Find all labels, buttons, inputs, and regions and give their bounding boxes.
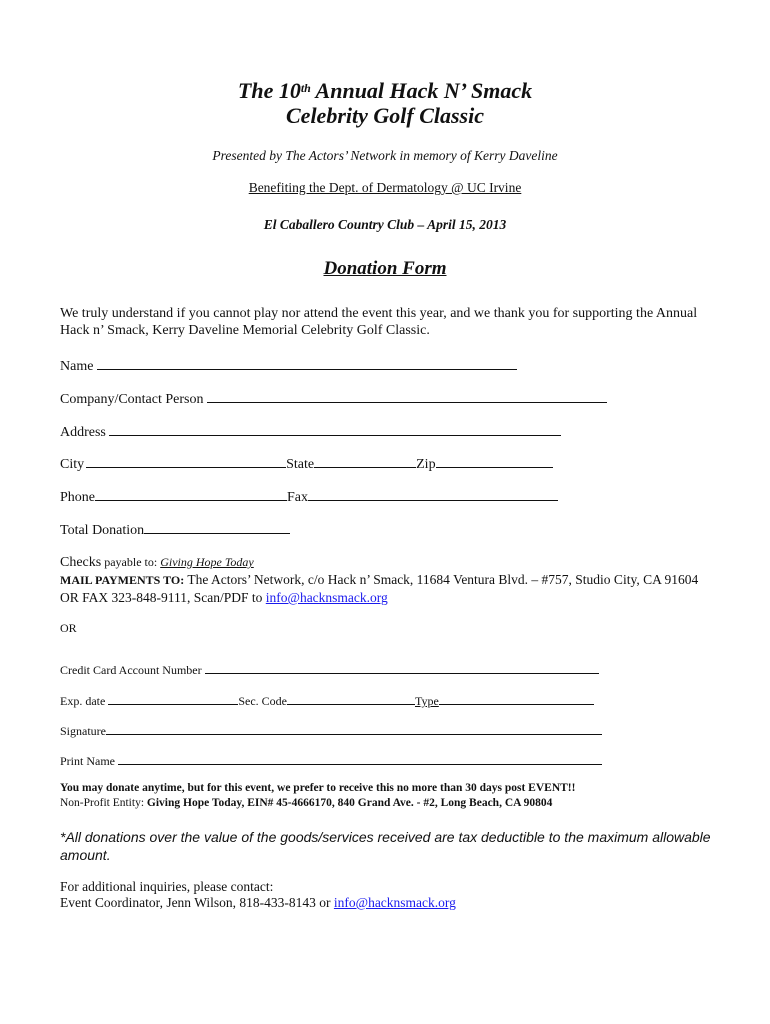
total-donation-row (60, 521, 290, 539)
inquiries-text: For additional inquiries, please contact: (60, 879, 274, 894)
inquiries-block (60, 879, 710, 911)
nonprofit-label: Non-Profit Entity: (60, 797, 147, 809)
print-name-field[interactable] (118, 752, 602, 765)
title-prefix: The 10 (237, 78, 301, 103)
nonprofit-line (60, 797, 552, 809)
mail-text: The Actors’ Network, c/o Hack n’ Smack, 11684 Ventura Blvd. – #757, Studio City, CA 91604 OR FAX 323-848-9111, Scan/PDF to (60, 572, 699, 605)
fax-field[interactable] (308, 488, 558, 501)
checks-label: Checks (60, 555, 102, 570)
company-label: Company/Contact Person (60, 392, 204, 407)
company-field[interactable] (207, 390, 607, 403)
benefiting-line: Benefiting the Dept. of Dermatology @ UC Irvine (248, 180, 522, 195)
state-label: State (286, 457, 315, 472)
sec-code-field[interactable] (287, 692, 415, 705)
zip-label: Zip (416, 457, 436, 472)
city-row (60, 455, 553, 473)
title-rest: Annual Hack N’ Smack (310, 78, 533, 103)
print-name-label: Print Name (60, 754, 115, 768)
cc-number-label: Credit Card Account Number (60, 663, 202, 677)
exp-row (60, 692, 594, 709)
type-field[interactable] (439, 692, 594, 705)
name-field[interactable] (97, 357, 517, 370)
presented-by: Presented by The Actors’ Network in memory of Kerry Daveline (212, 148, 558, 163)
mail-label: MAIL PAYMENTS TO: (60, 573, 185, 587)
title-line2: Celebrity Golf Classic (286, 103, 484, 128)
nonprofit-value: Giving Hope Today, EIN# 45-4666170, 840 Grand Ave. - #2, Long Beach, CA 90804 (146, 797, 553, 809)
sec-code-label: Sec. Code (238, 694, 287, 708)
coordinator-text: Event Coordinator, Jenn Wilson, 818-433-8143 or (60, 895, 334, 910)
name-label: Name (60, 359, 94, 374)
cc-row (60, 661, 599, 678)
name-row (60, 357, 517, 375)
address-row (60, 423, 561, 441)
signature-label: Signature (60, 724, 106, 738)
or-text: OR (60, 621, 77, 635)
company-row (60, 390, 607, 408)
zip-field[interactable] (436, 455, 553, 468)
phone-label: Phone (60, 490, 95, 505)
cc-number-field[interactable] (205, 661, 599, 674)
exp-date-label: Exp. date (60, 694, 106, 708)
exp-date-field[interactable] (108, 692, 238, 705)
venue-date: El Caballero Country Club – April 15, 2013 (263, 217, 507, 232)
mail-payments (60, 571, 710, 606)
phone-field[interactable] (95, 488, 287, 501)
address-field[interactable] (109, 423, 561, 436)
address-label: Address (60, 425, 106, 440)
total-donation-field[interactable] (144, 521, 290, 534)
fax-label: Fax (287, 490, 308, 505)
event-title (0, 78, 770, 128)
state-field[interactable] (314, 455, 416, 468)
signature-field[interactable] (106, 722, 602, 735)
intro-text: We truly understand if you cannot play nor attend the event this year, and we thank you for supporting the Annual Hack n’ Smack, Kerry Daveline Memorial Celebrity Golf Classic. (60, 306, 698, 338)
print-name-row (60, 752, 602, 769)
total-donation-label: Total Donation (60, 523, 145, 538)
payee-name: Giving Hope Today (160, 555, 254, 569)
checks-line (60, 555, 254, 571)
checks-payable-text: payable to: (101, 555, 161, 569)
form-title: Donation Form (323, 258, 447, 279)
coordinator-email-link[interactable]: info@hacknsmack.org (333, 895, 456, 910)
phone-row (60, 488, 558, 506)
mail-email-link[interactable]: info@hacknsmack.org (265, 590, 388, 605)
title-superscript: th (300, 81, 311, 95)
donate-anytime-note: You may donate anytime, but for this event, we prefer to receive this no more than 30 days post EVENT!! (60, 782, 576, 794)
type-label: Type (414, 694, 439, 708)
signature-row (60, 722, 602, 739)
city-field[interactable] (86, 455, 286, 468)
tax-note: *All donations over the value of the goods/services received are tax deductible to the maximum allowable amount. (60, 829, 711, 863)
city-label: City (60, 457, 85, 472)
